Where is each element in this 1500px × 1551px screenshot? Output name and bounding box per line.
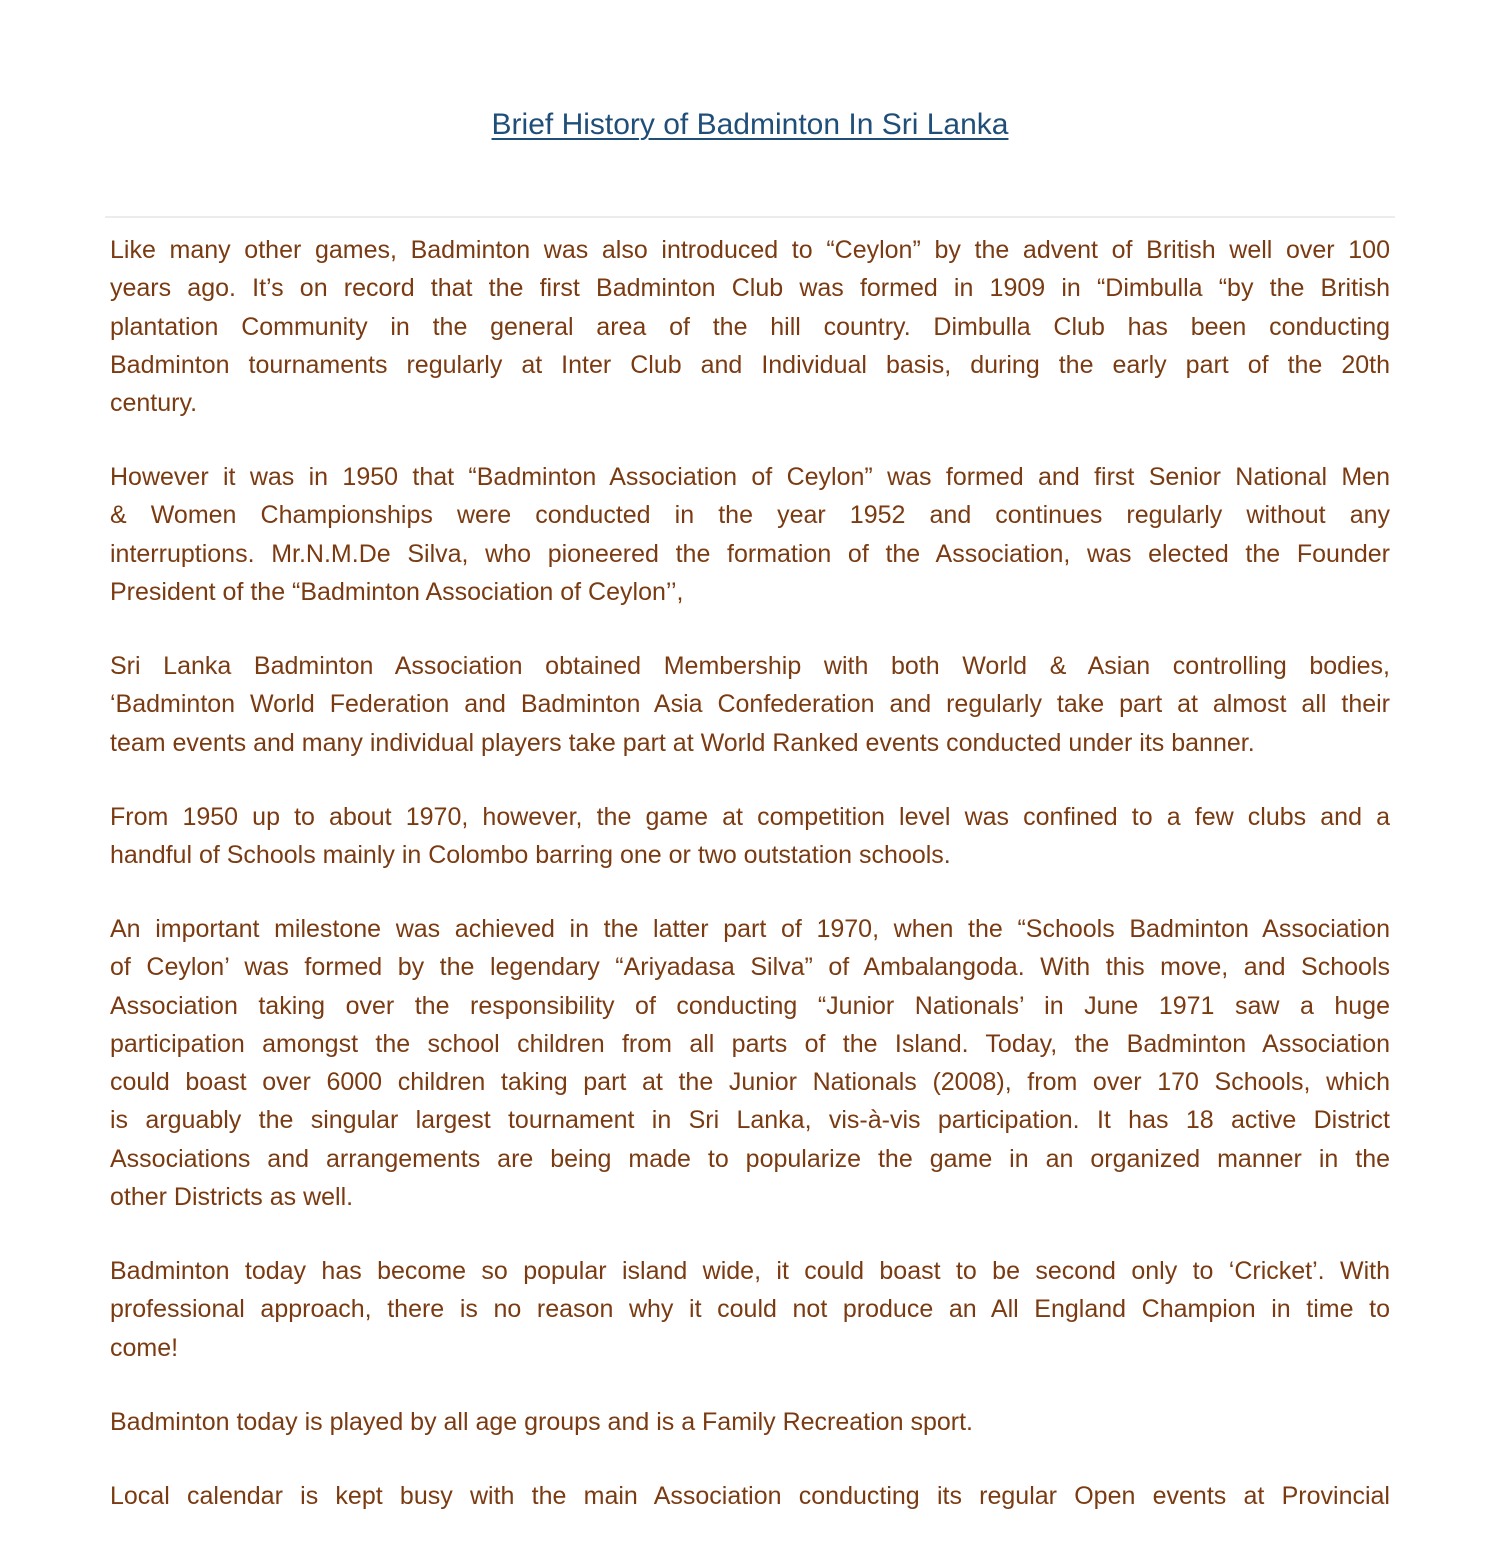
text-line: However it was in 1950 that “Badminton Association of Ceylon” was formed and first Senior National Men	[110, 463, 1390, 492]
text-line: Local calendar is kept busy with the main Association conducting its regular Open events at Provincial	[110, 1481, 1390, 1510]
paragraph	[110, 798, 1390, 875]
text-line: participation amongst the school children from all parts of the Island. Today, the Badminton Association	[110, 1029, 1390, 1058]
text-line: & Women Championships were conducted in the year 1952 and continues regularly without any	[110, 501, 1390, 530]
text-line: interruptions. Mr.N.M.De Silva, who pioneered the formation of the Association, was elected the Founder	[110, 539, 1390, 568]
text-line: professional approach, there is no reason why it could not produce an All England Champion in time to	[110, 1295, 1390, 1324]
paragraph	[110, 1477, 1390, 1515]
text-line: Badminton tournaments regularly at Inter Club and Individual basis, during the early part of the 20th	[110, 350, 1390, 379]
paragraph	[110, 231, 1390, 422]
text-line: From 1950 up to about 1970, however, the game at competition level was confined to a few clubs and a	[110, 802, 1390, 831]
text-line: handful of Schools mainly in Colombo barring one or two outstation schools.	[110, 840, 951, 869]
text-line: team events and many individual players take part at World Ranked events conducted under its banner.	[110, 728, 1255, 757]
paragraph	[110, 1403, 1390, 1441]
text-line: Badminton today has become so popular island wide, it could boast to be second only to ‘Cricket’. With	[110, 1256, 1390, 1285]
text-line: Sri Lanka Badminton Association obtained Membership with both World & Asian controlling bodies,	[110, 652, 1390, 681]
title-text: Brief History of Badminton In Sri Lanka	[491, 108, 1009, 141]
text-line: is arguably the singular largest tournament in Sri Lanka, vis-à-vis participation. It has 18 active District	[110, 1106, 1390, 1135]
paragraph	[110, 647, 1390, 762]
text-line: come!	[110, 1333, 179, 1362]
text-line: An important milestone was achieved in the latter part of 1970, when the “Schools Badminton Association	[110, 914, 1390, 943]
divider	[105, 216, 1395, 218]
text-line: other Districts as well.	[110, 1182, 354, 1211]
text-line: of Ceylon’ was formed by the legendary “Ariyadasa Silva” of Ambalangoda. With this move, and Schools	[110, 953, 1390, 982]
paragraph	[110, 910, 1390, 1216]
text-line: Badminton today is played by all age groups and is a Family Recreation sport.	[110, 1407, 973, 1436]
text-line: ‘Badminton World Federation and Badminton Asia Confederation and regularly take part at almost all their	[110, 690, 1390, 719]
paragraph	[110, 1252, 1390, 1367]
text-line: Association taking over the responsibility of conducting “Junior Nationals’ in June 1971 saw a huge	[110, 991, 1390, 1020]
text-line: Like many other games, Badminton was also introduced to “Ceylon” by the advent of British well over 100	[110, 236, 1390, 264]
text-line: century.	[110, 389, 198, 418]
text-line: plantation Community in the general area of the hill country. Dimbulla Club has been conducting	[110, 312, 1390, 341]
paragraph	[110, 458, 1390, 611]
text-line: Associations and arrangements are being made to popularize the game in an organized manner in the	[110, 1144, 1390, 1173]
document-body	[110, 231, 1390, 1551]
text-line: years ago. It’s on record that the first Badminton Club was formed in 1909 in “Dimbulla “by the British	[110, 274, 1390, 303]
text-line: President of the “Badminton Association of Ceylon’’,	[110, 578, 684, 607]
document-title	[0, 108, 1500, 142]
text-line: could boast over 6000 children taking part at the Junior Nationals (2008), from over 170 Schools, which	[110, 1068, 1390, 1097]
